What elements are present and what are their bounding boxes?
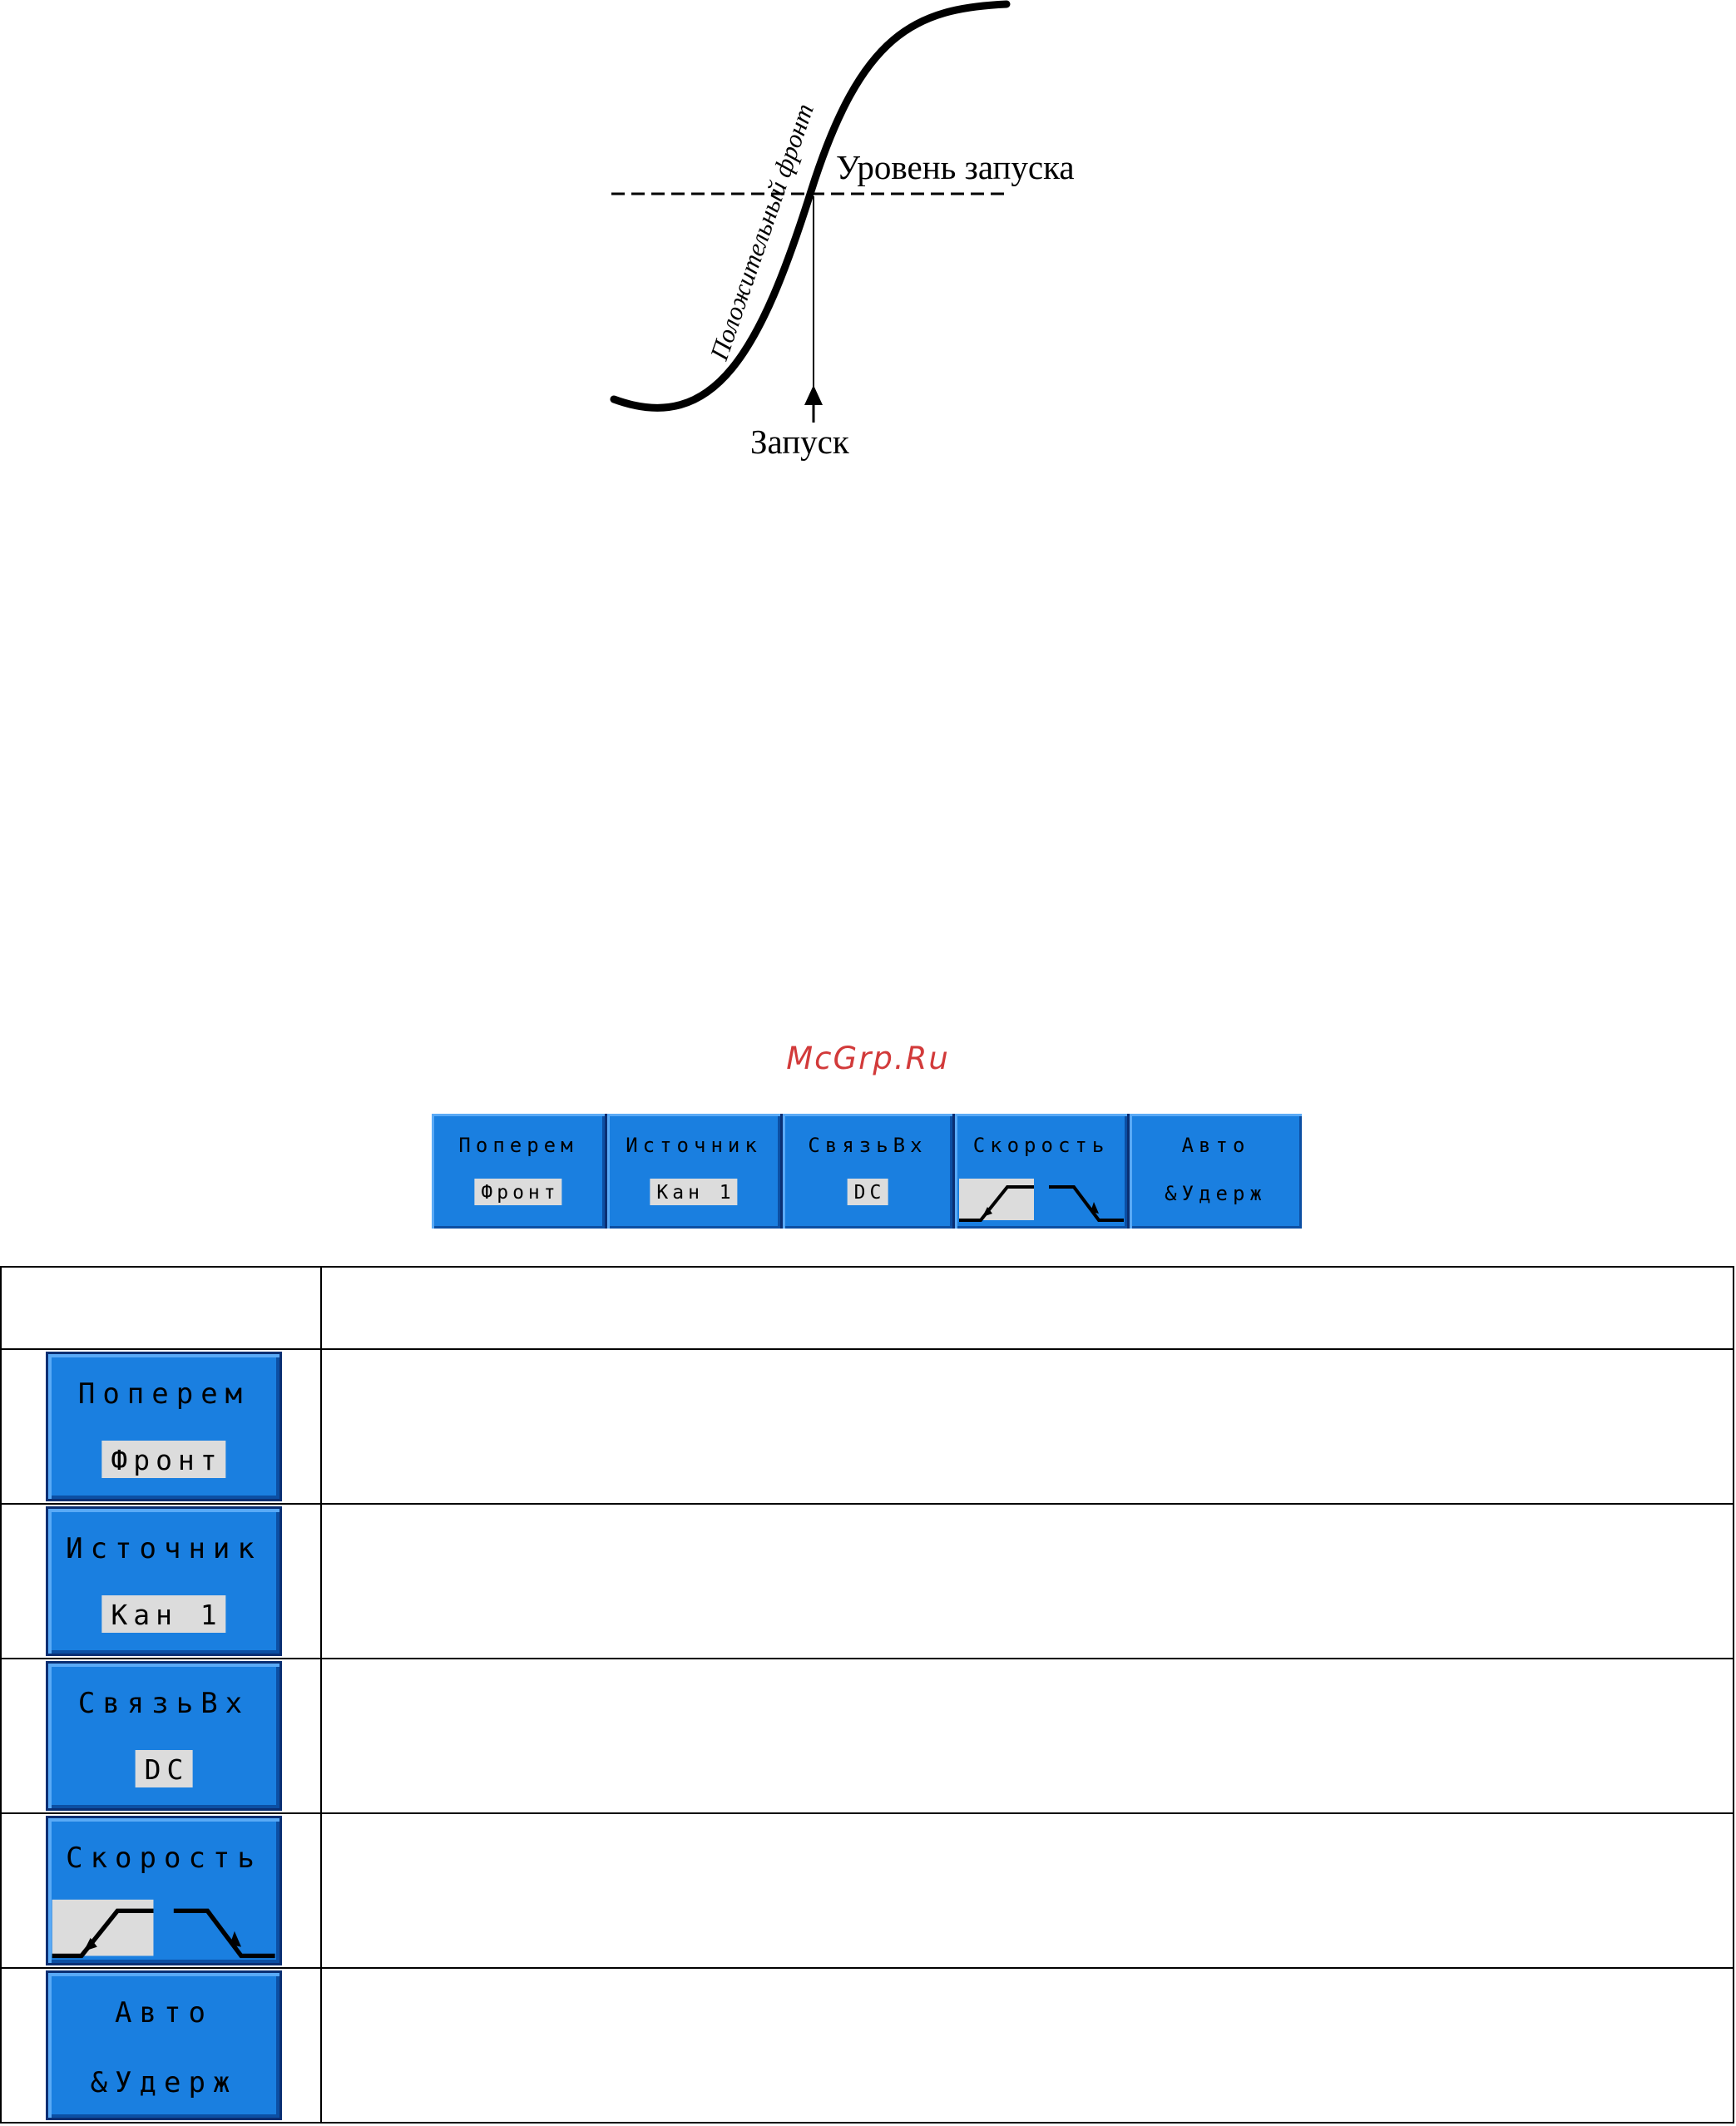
- softkey-slope-image: [46, 1816, 282, 1965]
- trigger-edge-figure: [0, 0, 1736, 499]
- description-cell: [321, 1813, 1734, 1968]
- watermark: McGrp.Ru: [786, 1041, 950, 1076]
- falling-edge-icon: [1049, 1187, 1124, 1220]
- softkey-coupling-label: СвязьВх: [77, 1687, 250, 1720]
- icon-cell: [1, 1349, 321, 1504]
- header-cell: [321, 1267, 1734, 1349]
- positive-edge-label: Положительный фронт: [704, 100, 819, 364]
- softkey-auto-hold-image: [46, 1970, 282, 2120]
- softkey-slope-label: Скорость: [972, 1134, 1110, 1157]
- slope-icons: [957, 1177, 1127, 1224]
- softkey-type-image: [46, 1352, 282, 1501]
- softkey-coupling-image: [46, 1661, 282, 1811]
- softkey-auto-value: &Удерж: [1165, 1182, 1267, 1205]
- description-cell: [321, 1659, 1734, 1813]
- softkey-slope-label: Скорость: [66, 1842, 262, 1875]
- icon-cell: [1, 1968, 321, 2123]
- softkey-slope[interactable]: [955, 1114, 1130, 1229]
- softkey-source-label: Источник: [66, 1532, 262, 1565]
- table-header-row: [1, 1267, 1734, 1349]
- falling-edge-icon: [174, 1911, 275, 1955]
- description-cell: [321, 1504, 1734, 1659]
- softkey-type[interactable]: [432, 1114, 607, 1229]
- icon-cell: [1, 1813, 321, 1968]
- softkey-auto-value: &Удерж: [90, 2066, 238, 2099]
- table-row: [1, 1659, 1734, 1813]
- softkey-coupling-value: DC: [136, 1750, 193, 1787]
- table-row: [1, 1813, 1734, 1968]
- rising-edge-icon: [959, 1179, 1034, 1220]
- softkey-auto-hold[interactable]: [1130, 1114, 1302, 1229]
- softkey-type-label: Поперем: [458, 1134, 578, 1157]
- positive-edge-curve: [614, 4, 1006, 408]
- softkey-coupling-value: DC: [848, 1179, 888, 1205]
- trigger-label: Запуск: [750, 423, 849, 461]
- softkey-type-value: Фронт: [474, 1179, 561, 1205]
- slope-icons: [50, 1896, 279, 1961]
- softkey-description-table: [0, 1266, 1734, 2124]
- softkey-source-value: Кан 1: [650, 1179, 737, 1205]
- softkey-coupling[interactable]: [783, 1114, 955, 1229]
- rising-edge-icon: [52, 1900, 154, 1956]
- softkey-source-image: [46, 1506, 282, 1656]
- description-cell: [321, 1968, 1734, 2123]
- icon-cell: [1, 1504, 321, 1659]
- softkey-type-label: Поперем: [77, 1377, 250, 1411]
- trigger-softkey-menu: [432, 1114, 1302, 1229]
- softkey-auto-label: Авто: [1181, 1134, 1250, 1157]
- table-row: [1, 1349, 1734, 1504]
- icon-cell: [1, 1659, 321, 1813]
- softkey-source-value: Кан 1: [101, 1595, 225, 1633]
- softkey-coupling-label: СвязьВх: [808, 1134, 927, 1157]
- header-cell: [1, 1267, 321, 1349]
- softkey-auto-label: Авто: [115, 1996, 213, 2030]
- softkey-source-label: Источник: [626, 1134, 762, 1157]
- softkey-source[interactable]: [607, 1114, 783, 1229]
- trigger-level-label: Уровень запуска: [836, 148, 1075, 186]
- description-cell: [321, 1349, 1734, 1504]
- table-row: [1, 1504, 1734, 1659]
- softkey-type-value: Фронт: [101, 1441, 225, 1478]
- trigger-arrow-head: [804, 385, 823, 405]
- table-row: [1, 1968, 1734, 2123]
